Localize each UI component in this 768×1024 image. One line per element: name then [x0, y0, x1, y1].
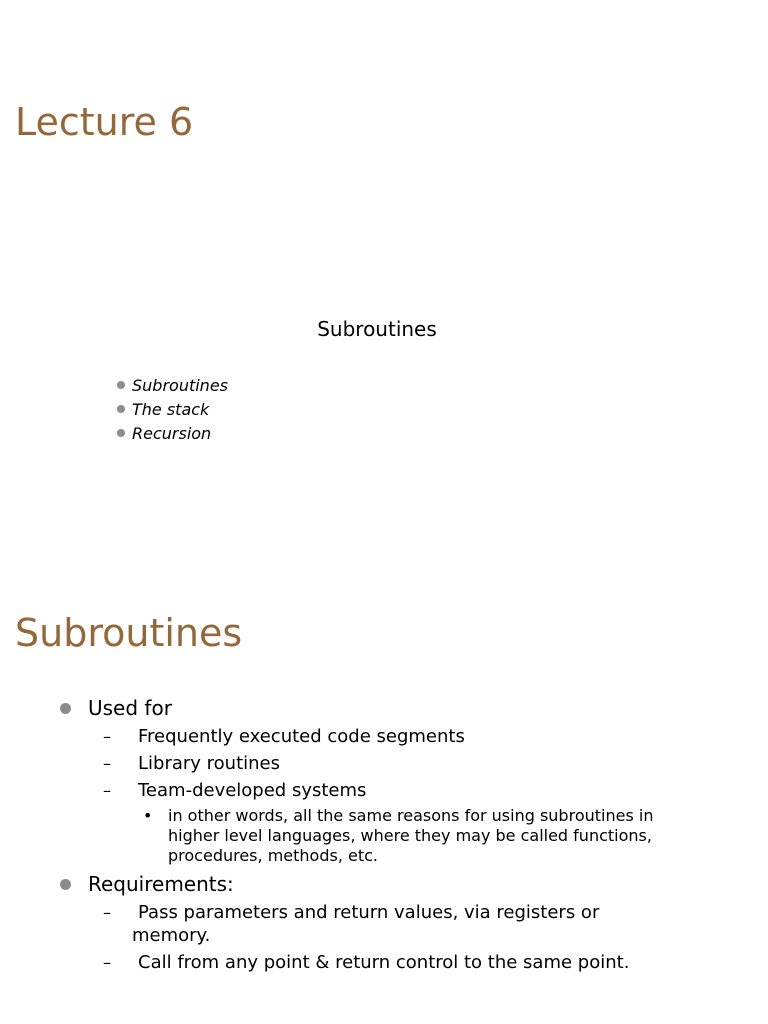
bullet-icon [117, 381, 125, 389]
list-item: Subroutines [116, 374, 228, 398]
bullet-icon [117, 405, 125, 413]
sub-item: – Pass parameters and return values, via registers or memory. [103, 902, 600, 946]
bullet-item-used-for: Used for [58, 696, 172, 720]
list-item: Recursion [116, 422, 228, 446]
dash-icon: – [103, 953, 111, 972]
topic-list [116, 374, 228, 446]
slide-subtitle: Subroutines [317, 317, 437, 341]
list-item: The stack [116, 398, 228, 422]
note-item: • in other words, all the same reasons for using subroutines in higher level languages, where they may be called functions, procedures, methods, etc. [143, 806, 654, 865]
slide-title: Lecture 6 [15, 100, 194, 144]
slide-title: Subroutines [15, 611, 243, 655]
slide-subroutines [0, 512, 768, 1024]
dash-icon: – [103, 727, 111, 746]
sub-item: – Library routines [103, 753, 281, 774]
sub-item: – Call from any point & return control to the same point. [103, 952, 630, 973]
bullet-icon: • [143, 806, 153, 825]
dash-icon: – [103, 781, 111, 800]
bullet-icon [117, 429, 125, 437]
bullet-icon [60, 879, 71, 890]
bullet-icon [60, 703, 71, 714]
dash-icon: – [103, 903, 111, 922]
sub-item: – Frequently executed code segments [103, 726, 465, 747]
bullet-item-requirements: Requirements: [58, 872, 234, 896]
dash-icon: – [103, 754, 111, 773]
sub-item: – Team-developed systems [103, 780, 367, 801]
